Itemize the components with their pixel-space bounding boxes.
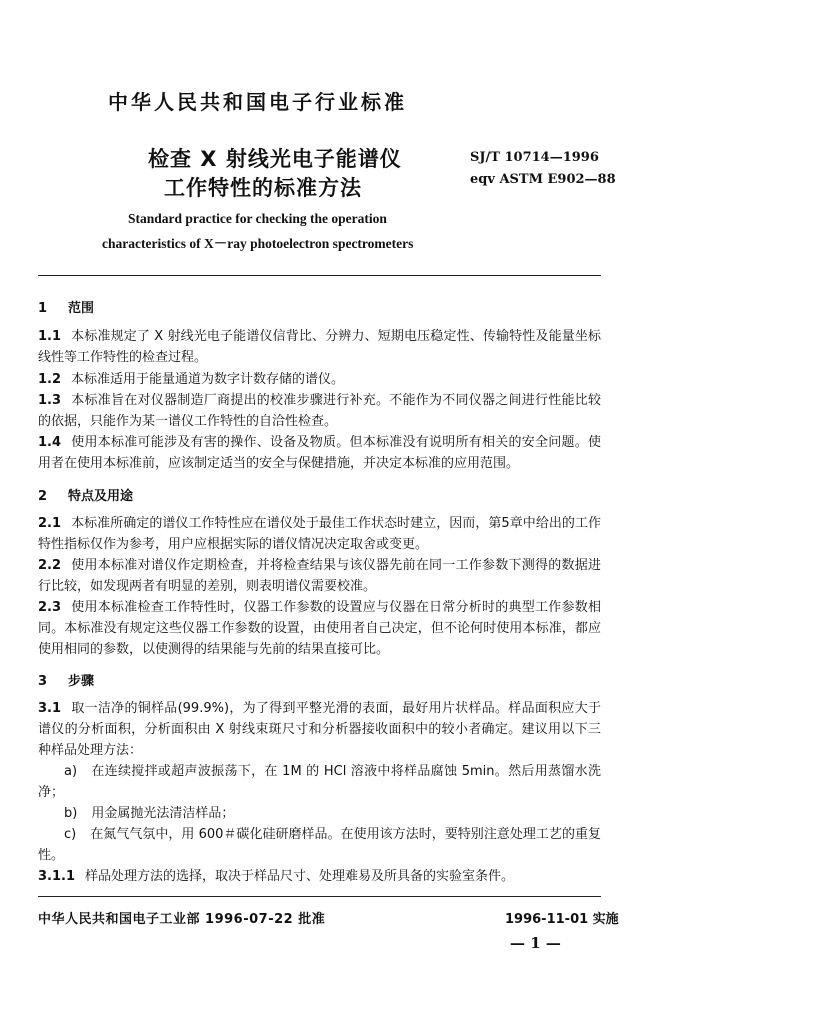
clause-number: 3.1 — [38, 701, 62, 716]
clause-text: 本标准规定了 X 射线光电子能谱仪信背比、分辨力、短期电压稳定性、传输特性及能量坐标线性等工作特性的检查过程。 — [38, 329, 601, 365]
title-en-line1: Standard practice for checking the operation — [128, 211, 387, 226]
clause-number: 3.1.1 — [38, 869, 76, 884]
top-divider — [38, 275, 601, 276]
clause-2-2 — [38, 555, 601, 597]
clause-3-1-1 — [38, 866, 601, 887]
item-text: 用金属抛光法清洁样品； — [91, 806, 235, 821]
bottom-divider — [38, 896, 601, 897]
clause-1-4 — [38, 432, 601, 474]
implementation-date: 1996-11-01 实施 — [505, 912, 619, 927]
clause-number: 1.2 — [38, 372, 62, 387]
page-number: — 1 — — [510, 934, 561, 952]
clause-number: 1.4 — [38, 435, 62, 450]
list-item-b — [38, 803, 601, 824]
section-number: 1 — [38, 301, 48, 316]
title-cn-line1: 检查 X 射线光电子能谱仪 — [148, 147, 402, 171]
title-en-line2: characteristics of X－ray photoelectron spectrometers — [102, 236, 414, 251]
clause-1-3 — [38, 390, 601, 432]
clause-text: 样品处理方法的选择，取决于样品尺寸、处理难易及所具备的实验室条件。 — [85, 869, 515, 884]
standard-header: 中华人民共和国电子行业标准 — [108, 90, 407, 114]
clause-number: 1.3 — [38, 393, 62, 408]
clause-2-3 — [38, 597, 601, 660]
item-text: 在氮气气氛中，用 600＃碳化硅研磨样品。在使用该方法时，要特别注意处理工艺的重复性。 — [38, 827, 601, 863]
clause-text: 本标准所确定的谱仪工作特性应在谱仪处于最佳工作状态时建立，因而，第5章中给出的工作特性指标仅作为参考，用户应根据实际的谱仪情况决定取舍或变更。 — [38, 516, 601, 552]
clause-number: 1.1 — [38, 329, 62, 344]
clause-2-1 — [38, 513, 601, 555]
item-marker: c) — [64, 827, 77, 842]
list-item-a — [38, 761, 601, 803]
clause-3-1 — [38, 698, 601, 761]
clause-text: 本标准适用于能量通道为数字计数存储的谱仪。 — [71, 372, 345, 387]
section-heading-1 — [38, 297, 94, 316]
item-text: 在连续搅拌或超声波振荡下，在 1M 的 HCl 溶液中将样品腐蚀 5min。然后用蒸馏水洗净； — [38, 764, 601, 800]
item-marker: a) — [64, 764, 78, 779]
section-heading-2 — [38, 485, 133, 504]
clause-number: 2.3 — [38, 600, 62, 615]
approval-note: 中华人民共和国电子工业部 1996-07-22 批准 — [38, 912, 326, 927]
title-cn-line2: 工作特性的标准方法 — [164, 176, 362, 200]
item-marker: b) — [64, 806, 78, 821]
clause-number: 2.1 — [38, 516, 62, 531]
section-number: 2 — [38, 489, 48, 504]
clause-number: 2.2 — [38, 558, 62, 573]
equivalent-standard-code: eqv ASTM E902—88 — [470, 172, 616, 187]
section-title: 步骤 — [68, 674, 95, 689]
section-number: 3 — [38, 674, 48, 689]
clause-text: 使用本标准对谱仪作定期检查，并将检查结果与该仪器先前在同一工作参数下测得的数据进行比较，如发现两者有明显的差别，则表明谱仪需要校准。 — [38, 558, 601, 594]
clause-text: 本标准旨在对仪器制造厂商提出的校准步骤进行补充。不能作为不同仪器之间进行性能比较的依据，只能作为某一谱仪工作特性的自洽性检查。 — [38, 393, 601, 429]
clause-text: 取一洁净的铜样品(99.9%)，为了得到平整光滑的表面，最好用片状样品。样品面积应大于谱仪的分析面积，分析面积由 X 射线束斑尺寸和分析器接收面积中的较小者确定。建议用以下三种样品处理方法： — [38, 701, 601, 758]
section-title: 范围 — [68, 301, 95, 316]
standard-code: SJ/T 10714—1996 — [470, 150, 599, 165]
clause-1-1 — [38, 326, 601, 368]
section-heading-3 — [38, 670, 94, 689]
clause-1-2 — [38, 369, 601, 390]
list-item-c — [38, 824, 601, 866]
clause-text: 使用本标准可能涉及有害的操作、设备及物质。但本标准没有说明所有相关的安全问题。使用者在使用本标准前，应该制定适当的安全与保健措施，并决定本标准的应用范围。 — [38, 435, 601, 471]
clause-text: 使用本标准检查工作特性时，仪器工作参数的设置应与仪器在日常分析时的典型工作参数相同。本标准没有规定这些仪器工作参数的设置，由使用者自己决定，但不论何时使用本标准，都应使用相同的参数，以使测得的结果能与先前的结果直接可比。 — [38, 600, 601, 657]
section-title: 特点及用途 — [68, 489, 134, 504]
